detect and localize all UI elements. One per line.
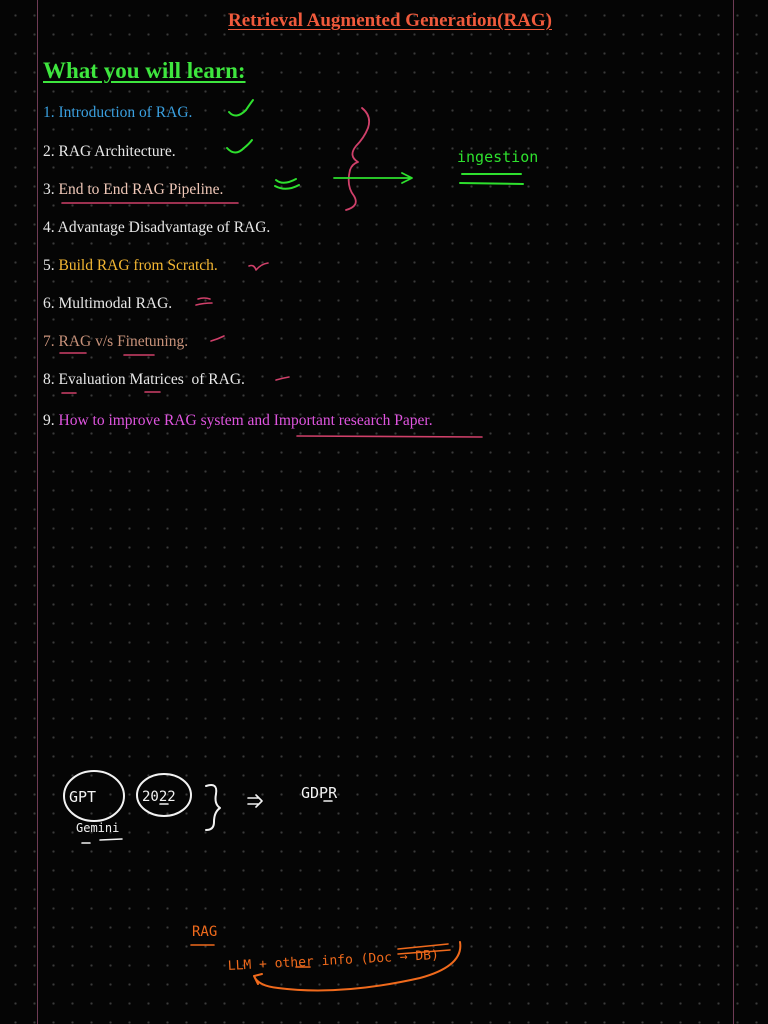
list-number: 8. <box>43 371 55 388</box>
list-number: 6. <box>43 295 55 312</box>
underline-mark <box>82 801 332 843</box>
underline-mark <box>62 392 160 393</box>
ingestion-note: ingestion <box>457 148 539 166</box>
list-number: 2. <box>43 143 55 160</box>
check-mark-icon <box>196 298 212 305</box>
underline-mark <box>60 353 154 355</box>
list-number: 5. <box>43 257 55 274</box>
list-number: 4. <box>43 219 55 236</box>
curly-brace-icon <box>206 785 220 830</box>
year-note: 2022 <box>142 789 176 805</box>
list-item-text: RAG Architecture. <box>58 143 176 160</box>
list-number: 1. <box>43 104 55 121</box>
list-number: 3. <box>43 181 55 198</box>
check-mark-icon <box>275 179 299 189</box>
check-mark-icon <box>229 100 253 116</box>
list-item-text: End to End RAG Pipeline. <box>58 181 224 198</box>
list-item-text: How to improve RAG system and Important research Paper. <box>58 412 433 429</box>
list-item-text: RAG v/s Finetuning. <box>58 333 189 350</box>
list-number: 9. <box>43 412 55 429</box>
list-number: 7. <box>43 333 55 350</box>
page-title: Retrieval Augmented Generation(RAG) <box>228 10 552 31</box>
check-mark-icon <box>211 336 224 341</box>
implies-arrow-icon <box>248 795 262 807</box>
rag-note: RAG <box>192 924 218 940</box>
gpt-note: GPT <box>69 788 97 806</box>
section-heading: What you will learn: <box>43 58 246 83</box>
arrow-icon <box>334 173 412 183</box>
check-mark-icon <box>249 263 268 270</box>
underline-mark <box>460 174 523 184</box>
curly-brace-icon <box>346 108 369 210</box>
gdpr-note: GDPR <box>301 784 338 802</box>
list-item-text: Evaluation Matrices of RAG. <box>58 371 245 388</box>
gemini-note: Gemini <box>76 821 120 835</box>
list-item-text: Advantage Disadvantage of RAG. <box>57 219 271 236</box>
list-item-text: Introduction of RAG. <box>58 104 193 121</box>
list-item-text: Build RAG from Scratch. <box>58 257 218 274</box>
list-item-text: Multimodal RAG. <box>58 295 173 312</box>
llm-note: LLM + other info (Doc → DB) <box>227 947 440 974</box>
dash-mark-icon <box>276 377 289 380</box>
underline-mark <box>297 436 482 437</box>
check-mark-icon <box>227 140 252 153</box>
